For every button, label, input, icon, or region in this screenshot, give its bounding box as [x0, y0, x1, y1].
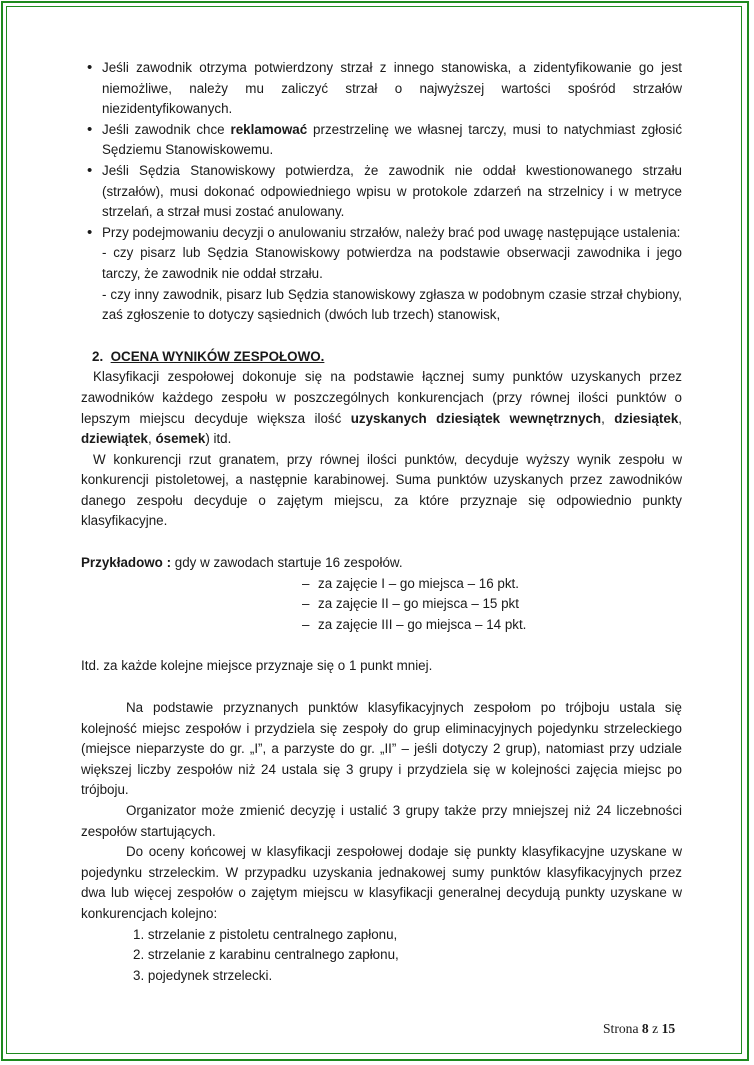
rules-bullet-list [81, 58, 682, 243]
footer-separator: z [652, 1021, 659, 1036]
bullet-text: Przy podejmowaniu decyzji o anulowaniu strzałów, należy brać pod uwagę następujące ustalenia: [102, 224, 681, 240]
dash-item: - czy inny zawodnik, pisarz lub Sędzia stanowiskowy zgłasza w podobnym czasie strzał chybiony, zaś zgłoszenie to dotyczy sąsiednich (dwóch lub trzech) stanowisk, [102, 286, 682, 323]
itd-line: Itd. za każde kolejne miejsce przyznaje się o 1 punkt mniej. [81, 658, 433, 674]
bullet-bold-text: reklamować [230, 121, 308, 137]
bullet-text: przestrzelinę we własnej tarczy, musi to natychmiast zgłosić Sędziemu Stanowiskowemu. [102, 121, 683, 158]
bold-term: dziesiątek [614, 410, 679, 426]
section-title: OCENA WYNIKÓW ZESPOŁOWO. [110, 348, 325, 364]
bold-term: uzyskanych dziesiątek wewnętrznych [350, 410, 602, 426]
points-item: – za zajęcie III – go miejsca – 14 pkt. [302, 615, 682, 636]
example-text: gdy w zawodach startuje 16 zespołów. [171, 555, 403, 571]
paragraph-final-score: Do oceny końcowej w klasyfikacji zespołowej dodaje się punkty klasyfikacyjne uzyskane w pojedynku strzeleckim. W przypadku uzyskania jednakowej sumy punktów klasyfikacyjnych przez dwa lub więcej zespołów o zajętym miejscu w klasyfikacji generalnej decydują punkty uzyskane w konkurencjach kolejno: [81, 844, 682, 921]
bullet-text: Jeśli zawodnik otrzyma potwierdzony strzał z innego stanowiska, a zidentyfikowanie go jest niemożliwe, należy mu zaliczyć strzał o najwyższej wartości spośród strzałów niezidentyfikowanych. [102, 60, 682, 117]
document-page [81, 58, 682, 986]
footer-label: Strona [603, 1021, 639, 1036]
paragraph-grenade: W konkurencji rzut granatem, przy równej ilości punktów, decyduje wyższy wynik zespołu w konkurencji pistoletowej, a następnie karabinowej. Suma punktów uzyskanych przez zawodników danego zespołu decyduje o zajętym miejscu, za które przyznaje się odpowiednio punkty klasyfikacyjne. [81, 451, 682, 529]
paragraph-groups: Na podstawie przyznanych punktów klasyfikacyjnych zespołom po trójboju ustala się kolejność miejsc zespołów i przydziela się zespoły do grup eliminacyjnych pojedynku strzeleckiego (miejsce nieparzyste do gr. „I”, a parzyste do gr. „II” – jeśli dotyczy 2 grup), natomiast przy udziale większej liczby zespołów niż 24 ustala się 3 grupy i przydziela się w kolejności zajęcia miejsc po trójboju. [81, 700, 682, 798]
points-list [302, 574, 682, 636]
bullet-item [81, 58, 682, 120]
points-item: – za zajęcie II – go miejsca – 15 pkt [302, 594, 682, 615]
separator: , [147, 431, 156, 447]
tiebreak-list [81, 925, 682, 987]
dash-item: - czy pisarz lub Sędzia Stanowiskowy potwierdza na podstawie obserwacji zawodnika i jego tarczy, że zawodnik nie oddał strzału. [102, 245, 682, 281]
footer-total-pages: 15 [661, 1021, 676, 1036]
paragraph-text: Klasyfikacji zespołowej dokonuje się na podstawie łącznej sumy punktów uzyskanych przez zawodników każdego zespołu w poszczególnych konkurencjach (przy równej ilości punktów o lepszym miejscu decyduje większa ilość [81, 369, 682, 426]
bold-term: dziewiątek [81, 431, 148, 447]
separator: , [678, 410, 682, 426]
bullet-item [81, 120, 682, 161]
bullet-text: Jeśli zawodnik chce [102, 121, 231, 137]
tiebreak-item: 2. strzelanie z karabinu centralnego zapłonu, [133, 947, 399, 963]
paragraph-text: ) itd. [205, 431, 232, 447]
tiebreak-item: 1. strzelanie z pistoletu centralnego zapłonu, [133, 926, 398, 942]
footer-current-page: 8 [641, 1021, 649, 1036]
bullet-item [81, 161, 682, 223]
bold-term: ósemek [155, 431, 206, 447]
bullet-text: Jeśli Sędzia Stanowiskowy potwierdza, że zawodnik nie oddał kwestionowanego strzału (strzałów), musi dokonać odpowiedniego wpisu w protokole zdarzeń na strzelnicy i w metryce strzelań, a strzał musi zostać anulowany. [102, 162, 682, 220]
tiebreak-item: 3. pojedynek strzelecki. [133, 967, 273, 983]
points-item: – za zajęcie I – go miejsca – 16 pkt. [302, 574, 682, 595]
section-heading [81, 347, 682, 368]
page-number-footer [603, 1021, 675, 1037]
separator: , [601, 410, 615, 426]
paragraph-classification [81, 367, 682, 449]
bullet-item [81, 223, 682, 244]
section-number: 2. [92, 348, 104, 364]
paragraph-organizer: Organizator może zmienić decyzję i ustalić 3 grupy także przy mniejszej niż 24 liczebności zespołów startujących. [81, 803, 682, 839]
example-label: Przykładowo : [81, 555, 172, 571]
example-line [81, 553, 682, 574]
